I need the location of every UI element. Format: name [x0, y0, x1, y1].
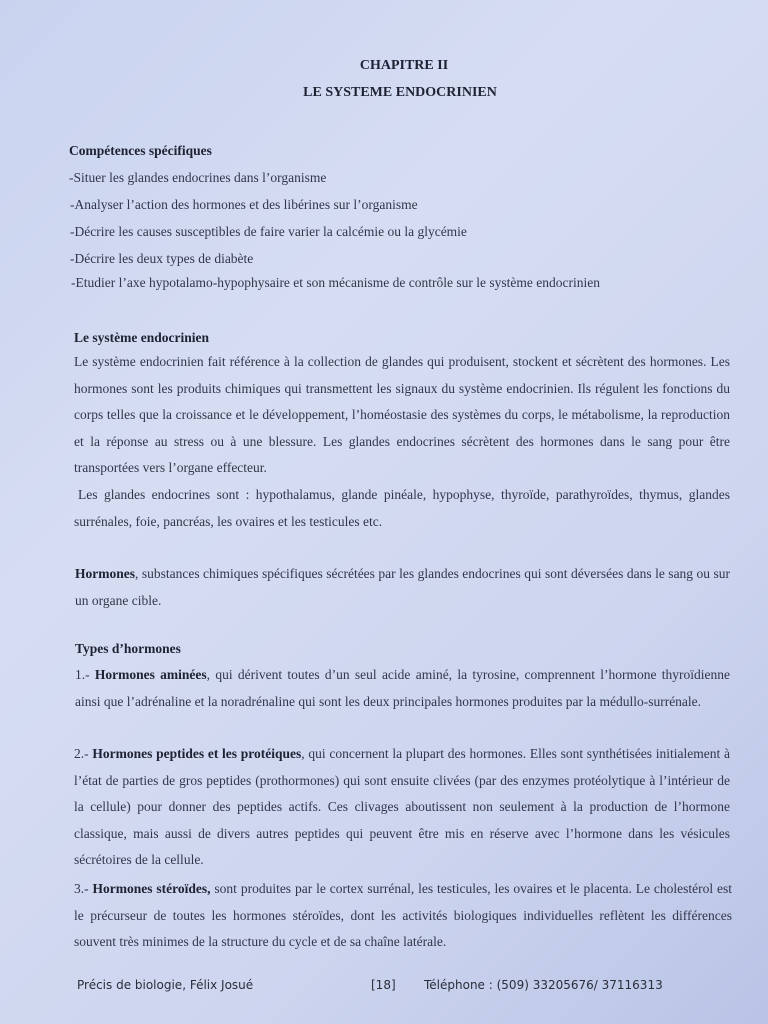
- type-text: , qui concernent la plupart des hormones. Elles sont synthétisées initialement à l’état de parties de gros peptides (prothormones) qui sont ensuite clivées (par des enzymes protéolytique à l’intérieur de la cellule) pour donner des peptides actifs. Ces clivages aboutissent non seulement à la production de l’hormone classique, mais aussi de divers autres peptides qui peuvent être mis en réserve avec l’hormone dans les vésicules sécrétoires de la cellule.: [74, 746, 730, 867]
- type-number: 1.-: [75, 667, 95, 682]
- type-term: Hormones peptides et les protéiques: [92, 746, 302, 761]
- type-number: 3.-: [74, 881, 93, 896]
- hormones-definition: [75, 561, 730, 614]
- hormones-definition-text: , substances chimiques spécifiques sécrétées par les glandes endocrines qui sont déversées dans le sang ou sur un organe cible.: [75, 566, 730, 608]
- systeme-paragraph: Le système endocrinien fait référence à la collection de glandes qui produisent, stockent et sécrètent des hormones. Les hormones sont les produits chimiques qui transmettent les signaux du système endocrinien. Ils régulent les fonctions du corps telles que la croissance et le développement, l’homéostasie des systèmes du corps, le métabolisme, la reproduction et la réponse au stress ou à une blessure. Les glandes endocrines sécrètent des hormones dans le sang pour être transportées vers l’organe effecteur.: [74, 354, 730, 475]
- type-number: 2.-: [74, 746, 93, 761]
- type-text: , qui dérivent toutes d’un seul acide aminé, la tyrosine, comprennent l’hormone thyroïdienne ainsi que l’adrénaline et la noradrénaline qui sont les deux principales hormones produites par la médullo-surrénale.: [75, 667, 731, 709]
- type-item-1: [75, 662, 730, 715]
- chapter-title: LE SYSTEME ENDOCRINIEN: [303, 85, 497, 100]
- systeme-heading: Le système endocrinien: [74, 330, 209, 345]
- competence-item: -Analyser l’action des hormones et des libérines sur l’organisme: [70, 197, 418, 212]
- footer-book-author: Précis de biologie, Félix Josué: [77, 978, 254, 992]
- hormones-term: Hormones: [75, 566, 135, 581]
- types-heading: Types d’hormones: [75, 641, 181, 656]
- type-item-3: [74, 876, 732, 956]
- competence-item: -Décrire les deux types de diabète: [70, 251, 254, 266]
- chapter-number: CHAPITRE II: [359, 58, 449, 73]
- glandes-paragraph: Les glandes endocrines sont : hypothalamus, glande pinéale, hypophyse, thyroïde, parathyroïdes, thymus, glandes surrénales, foie, pancréas, les ovaires et les testicules etc.: [74, 487, 730, 529]
- competences-heading: Compétences spécifiques: [69, 143, 212, 158]
- footer-phone: Téléphone : (509) 33205676/ 37116313: [424, 978, 663, 992]
- type-text: sont produites par le cortex surrénal, les testicules, les ovaires et le placenta. Le cholestérol est le précurseur de toutes les hormones stéroïdes, dont les activités biologiques individuelles reflètent les différences souvent très minimes de la structure du cycle et de sa chaîne latérale.: [74, 881, 732, 949]
- footer-page-number: [18]: [371, 978, 396, 992]
- type-item-2: [74, 741, 730, 874]
- competence-item: -Etudier l’axe hypotalamo-hypophysaire et son mécanisme de contrôle sur le système endocrinien: [71, 275, 600, 290]
- competence-item: -Situer les glandes endocrines dans l’organisme: [69, 170, 327, 185]
- competence-item: -Décrire les causes susceptibles de faire varier la calcémie ou la glycémie: [70, 224, 467, 239]
- type-term: Hormones aminées: [94, 667, 207, 682]
- type-term: Hormones stéroïdes,: [92, 881, 211, 896]
